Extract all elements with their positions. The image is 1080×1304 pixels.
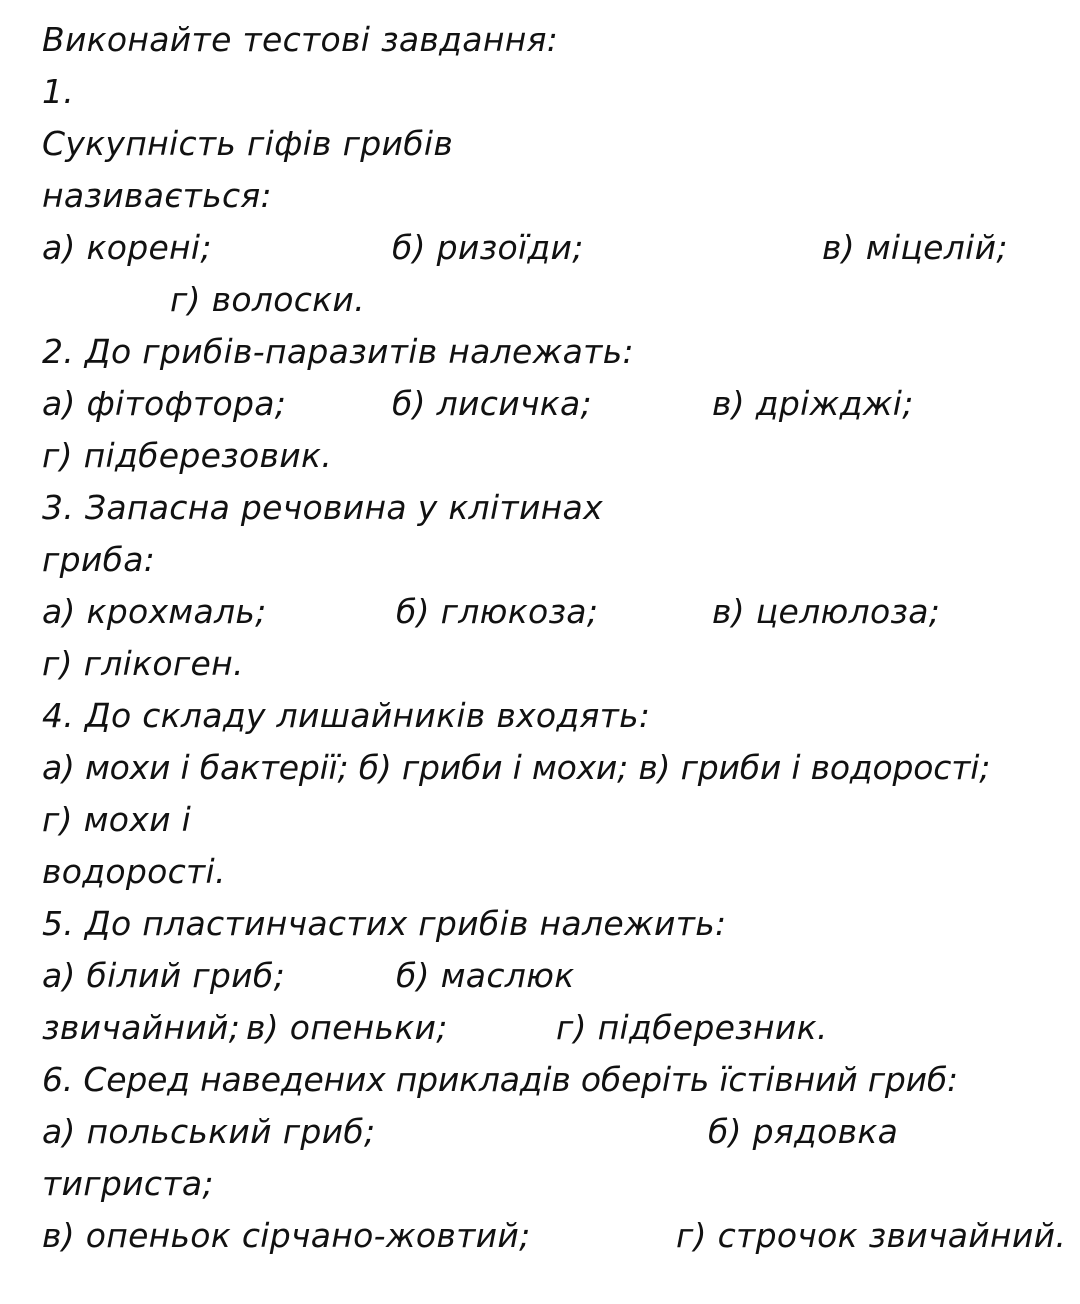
document-title: Виконайте тестові завдання: (42, 20, 559, 59)
q5-option-b-line1: б) маслюк (396, 956, 575, 995)
q4-options-abc: а) мохи і бактерії; б) гриби і мохи; в) гриби і водорості; (42, 748, 991, 787)
q2-option-a: а) фітофтора; (42, 384, 287, 423)
q4-text: 4. До складу лишайників входять: (42, 696, 651, 735)
q6-option-a: а) польський гриб; (42, 1112, 376, 1151)
q5-text: 5. До пластинчастих грибів належить: (42, 904, 727, 943)
q4-option-d-line1: г) мохи і (42, 800, 192, 839)
q1-option-a: а) корені; (42, 228, 212, 267)
q1-option-c: в) міцелій; (822, 228, 1008, 267)
q3-option-a: а) крохмаль; (42, 592, 267, 631)
q6-option-b-line2: тигриста; (42, 1164, 214, 1203)
q1-text-line1: Сукупність гіфів грибів (42, 124, 454, 163)
q1-number: 1. (42, 72, 75, 111)
q6-text: 6. Серед наведених прикладів оберіть їстівний гриб: (42, 1060, 958, 1099)
q6-option-c: в) опеньок сірчано-жовтий; (42, 1216, 531, 1255)
q5-option-a: а) білий гриб; (42, 956, 285, 995)
q1-text-line2: називається: (42, 176, 272, 215)
q5-option-d: г) підберезник. (556, 1008, 828, 1047)
q3-text-line1: 3. Запасна речовина у клітинах (42, 488, 603, 527)
q1-option-b: б) ризоїди; (392, 228, 584, 267)
q3-text-line2: гриба: (42, 540, 156, 579)
q3-option-d: г) глікоген. (42, 644, 244, 683)
q2-option-b: б) лисичка; (392, 384, 592, 423)
q3-option-b: б) глюкоза; (396, 592, 599, 631)
q6-option-d: г) строчок звичайний. (676, 1216, 1067, 1255)
q5-option-c: в) опеньки; (246, 1008, 448, 1047)
q1-option-d: г) волоски. (170, 280, 365, 319)
q2-option-c: в) дріжджі; (712, 384, 914, 423)
q5-option-b-line2: звичайний; (42, 1008, 241, 1047)
q2-option-d: г) підберезовик. (42, 436, 333, 475)
q4-option-d-line2: водорості. (42, 852, 226, 891)
q6-option-b-line1: б) рядовка (708, 1112, 899, 1151)
q3-option-c: в) целюлоза; (712, 592, 941, 631)
q2-text: 2. До грибів-паразитів належать: (42, 332, 634, 371)
